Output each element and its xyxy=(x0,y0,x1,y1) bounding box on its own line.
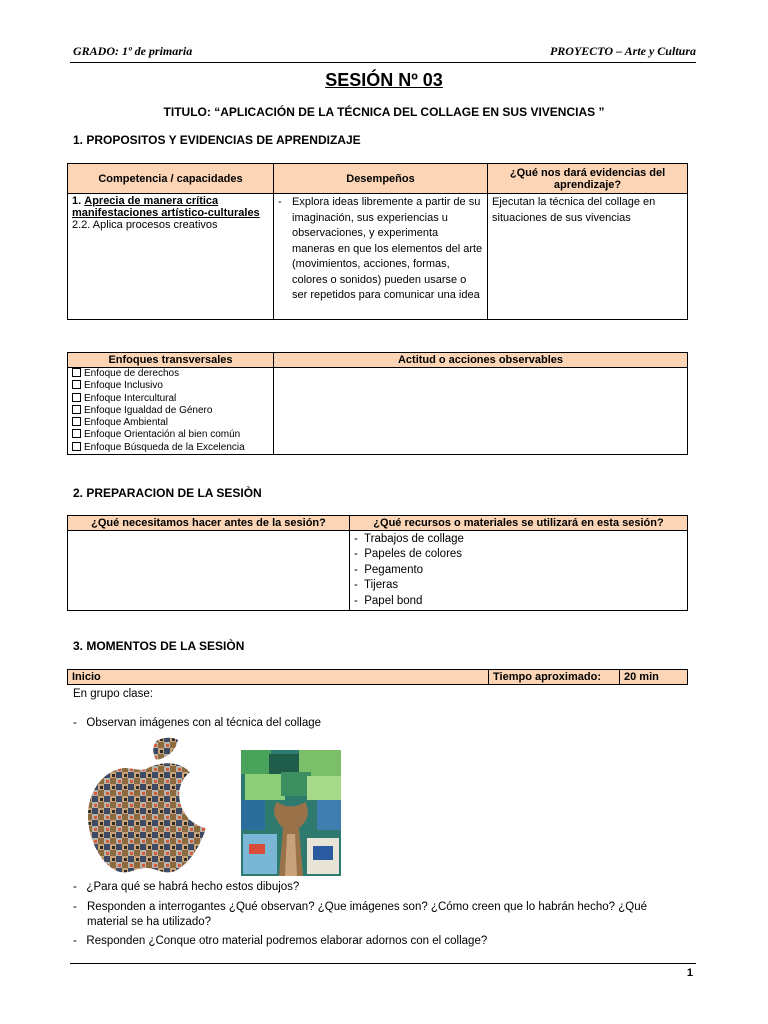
col-actitud: Actitud o acciones observables xyxy=(274,353,688,368)
section1-heading: 1. PROPOSITOS Y EVIDENCIAS DE APRENDIZAJE xyxy=(73,133,361,147)
col-recursos: ¿Qué recursos o materiales se utilizará en esta sesión? xyxy=(350,516,688,531)
antes-cell xyxy=(68,531,350,611)
group-text: En grupo clase: xyxy=(73,688,153,700)
preparation-table xyxy=(67,515,688,611)
time-label: Tiempo aproximado: xyxy=(489,670,620,685)
list-item: - Papeles de colores xyxy=(354,548,463,561)
footer-rule xyxy=(70,963,696,964)
question-bullet-3: - Responden ¿Conque otro material podremos elaborar adornos con el collage? xyxy=(73,935,488,947)
time-value: 20 min xyxy=(620,670,688,685)
section2-heading: 2. PREPARACION DE LA SESIÒN xyxy=(73,486,262,500)
tree-collage-image xyxy=(241,750,341,876)
enfoque-item[interactable]: Enfoque Búsqueda de la Excelencia xyxy=(72,442,269,454)
phase-label: Inicio xyxy=(68,670,489,685)
enfoque-item[interactable]: Enfoque Ambiental xyxy=(72,417,269,429)
checkbox-icon xyxy=(72,368,81,377)
list-item: - Tijeras xyxy=(354,579,399,592)
question-bullet-2: - Responden a interrogantes ¿Qué observan? ¿Que imágenes son? ¿Cómo creen que lo habrán hecho? ¿Qué material se ha utilizado? xyxy=(73,901,648,928)
enfoque-item[interactable]: Enfoque Orientación al bien común xyxy=(72,429,269,441)
checkbox-icon xyxy=(72,405,81,414)
evidencia-cell: Ejecutan la técnica del collage en situaciones de sus vivencias xyxy=(488,194,688,320)
list-item: - Trabajos de collage xyxy=(354,533,464,545)
checkbox-icon xyxy=(72,380,81,389)
col-competencia: Competencia / capacidades xyxy=(68,164,274,194)
checkbox-icon xyxy=(72,417,81,426)
capacidad-text: 2.2. Aplica procesos creativos xyxy=(72,219,218,231)
list-item: - Papel bond xyxy=(354,594,423,607)
header-project: PROYECTO – Arte y Cultura xyxy=(549,44,696,58)
purposes-table xyxy=(67,163,688,320)
observe-bullet: - Observan imágenes con al técnica del collage xyxy=(73,717,322,729)
list-item: - Pegamento xyxy=(354,563,424,576)
header-grade: GRADO: 1º de primaria xyxy=(73,44,193,58)
section3-heading: 3. MOMENTOS DE LA SESIÒN xyxy=(73,639,245,653)
moments-table xyxy=(67,669,688,685)
competencia-cell xyxy=(68,194,274,320)
question-bullet-1: - ¿Para qué se habrá hecho estos dibujos? xyxy=(73,881,300,893)
session-title: SESIÓN Nº 03 xyxy=(325,70,443,90)
col-desempenos: Desempeños xyxy=(274,164,488,194)
enfoque-item[interactable]: Enfoque Igualdad de Género xyxy=(72,405,269,417)
col-enfoques: Enfoques transversales xyxy=(68,353,274,368)
materials-list xyxy=(350,531,688,611)
enfoque-item[interactable]: Enfoque Intercultural xyxy=(72,393,269,405)
col-antes: ¿Qué necesitamos hacer antes de la sesión? xyxy=(68,516,350,531)
header-rule xyxy=(70,62,696,63)
competencia-number: 1. xyxy=(72,195,82,207)
checkbox-icon xyxy=(72,393,81,402)
session-subtitle: TITULO: “APLICACIÓN DE LA TÉCNICA DEL COLLAGE EN SUS VIVENCIAS ” xyxy=(163,105,605,119)
desempeno-cell: - Explora ideas libremente a partir de su imaginación, sus experiencias u observaciones, y experimenta maneras en que los elementos del arte (movimientos, acciones, formas, colores o sonidos) pueden usarse o ser repetidos para comunicar una idea xyxy=(274,194,488,320)
desempeno-text: Explora ideas libremente a partir de su imaginación, sus experiencias u observaciones, y experimenta maneras en que los elementos del arte (movimientos, acciones, formas, colores o sonidos) pueden usarse o ser repetidos para comunicar una idea xyxy=(292,196,483,301)
enfoque-item[interactable]: Enfoque de derechos xyxy=(72,368,269,380)
checkbox-icon xyxy=(72,442,81,451)
actitud-cell xyxy=(274,368,688,455)
page-number: 1 xyxy=(686,967,693,979)
enfoques-list xyxy=(68,368,274,455)
apple-collage-image xyxy=(86,736,210,876)
col-evidencias: ¿Qué nos dará evidencias del aprendizaje? xyxy=(488,164,688,194)
enfoques-table xyxy=(67,352,688,455)
checkbox-icon xyxy=(72,429,81,438)
enfoque-item[interactable]: Enfoque Inclusivo xyxy=(72,380,269,392)
competencia-text: Aprecia de manera crítica manifestaciones artístico-culturales xyxy=(72,195,260,219)
